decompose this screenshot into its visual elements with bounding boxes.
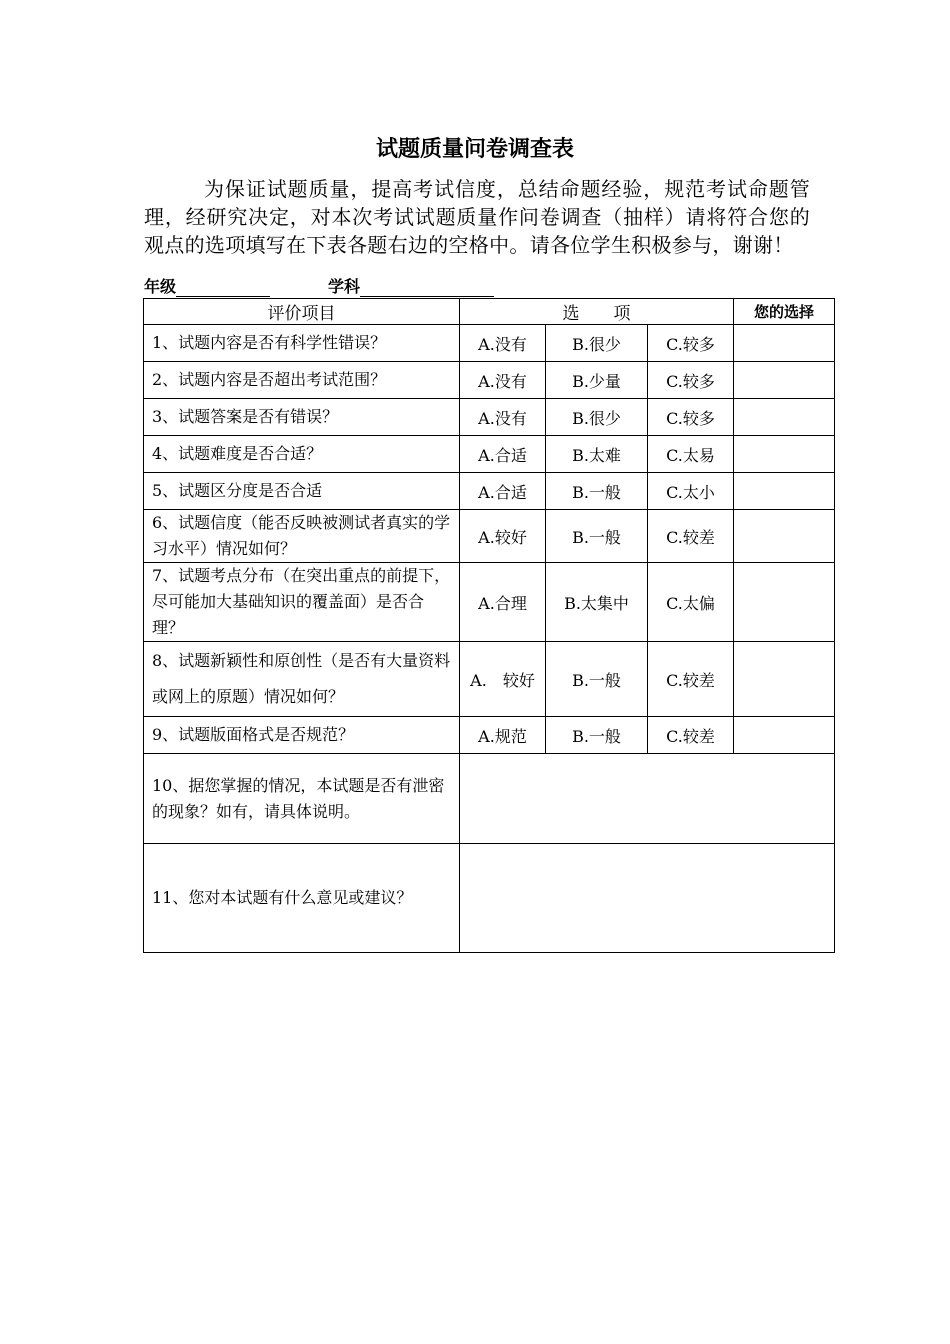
option-c: C.较多: [648, 362, 734, 399]
option-c: C.太小: [648, 473, 734, 510]
open-question-row: [144, 754, 835, 844]
option-b: B.太集中: [546, 563, 648, 642]
question-cell: 9、试题版面格式是否规范？: [144, 717, 460, 754]
option-b: B.一般: [546, 717, 648, 754]
option-c: C.较差: [648, 510, 734, 563]
option-a: A.合适: [460, 473, 546, 510]
table-header-row: [144, 299, 835, 325]
option-a: A. 较好: [460, 642, 546, 717]
table-row: [144, 717, 835, 754]
subject-label: 学科: [328, 277, 361, 296]
option-a: A.合理: [460, 563, 546, 642]
option-c: C.太偏: [648, 563, 734, 642]
page-title: 试题质量问卷调查表: [375, 137, 574, 162]
table-row: [144, 436, 835, 473]
option-c: C.较差: [648, 642, 734, 717]
option-c: C.较多: [648, 399, 734, 436]
choice-cell[interactable]: [734, 563, 835, 642]
choice-cell[interactable]: [734, 510, 835, 563]
open-question-row: [144, 844, 835, 953]
option-b: B.一般: [546, 473, 648, 510]
question-cell: 8、试题新颖性和原创性（是否有大量资料或网上的原题）情况如何？: [144, 642, 460, 717]
question-cell: 4、试题难度是否合适？: [144, 436, 460, 473]
open-answer-cell[interactable]: [460, 844, 835, 953]
option-a: A.规范: [460, 717, 546, 754]
choice-cell[interactable]: [734, 436, 835, 473]
option-b: B.很少: [546, 399, 648, 436]
option-a: A.没有: [460, 362, 546, 399]
choice-cell[interactable]: [734, 362, 835, 399]
option-c: C.太易: [648, 436, 734, 473]
table-row: [144, 362, 835, 399]
table-row: [144, 399, 835, 436]
option-b: B.一般: [546, 510, 648, 563]
question-cell: 7、试题考点分布（在突出重点的前提下，尽可能加大基础知识的覆盖面）是否合理？: [144, 563, 460, 642]
table-row: [144, 642, 835, 717]
header-options: 选 项: [460, 299, 734, 325]
option-a: A.没有: [460, 325, 546, 362]
choice-cell[interactable]: [734, 399, 835, 436]
choice-cell[interactable]: [734, 642, 835, 717]
subject-input-line[interactable]: [360, 278, 494, 297]
option-a: A.合适: [460, 436, 546, 473]
info-fields: [144, 274, 494, 297]
choice-cell[interactable]: [734, 717, 835, 754]
table-row: [144, 473, 835, 510]
option-a: A.较好: [460, 510, 546, 563]
choice-cell[interactable]: [734, 473, 835, 510]
open-question-cell: 11、您对本试题有什么意见或建议？: [144, 844, 460, 953]
survey-table: [143, 298, 835, 953]
option-b: B.很少: [546, 325, 648, 362]
table-row: [144, 563, 835, 642]
option-b: B.太难: [546, 436, 648, 473]
question-cell: 5、试题区分度是否合适: [144, 473, 460, 510]
intro-paragraph: 为保证试题质量，提高考试信度，总结命题经验，规范考试命题管理，经研究决定，对本次考试试题质量作问卷调查（抽样）请将符合您的观点的选项填写在下表各题右边的空格中。请各位学生积极参与，谢谢！: [144, 177, 810, 257]
option-a: A.没有: [460, 399, 546, 436]
question-cell: 3、试题答案是否有错误？: [144, 399, 460, 436]
grade-label: 年级: [144, 277, 177, 296]
option-c: C.较多: [648, 325, 734, 362]
choice-cell[interactable]: [734, 325, 835, 362]
option-c: C.较差: [648, 717, 734, 754]
option-b: B.一般: [546, 642, 648, 717]
grade-input-line[interactable]: [176, 278, 270, 297]
question-cell: 6、试题信度（能否反映被测试者真实的学习水平）情况如何？: [144, 510, 460, 563]
option-b: B.少量: [546, 362, 648, 399]
question-cell: 1、试题内容是否有科学性错误？: [144, 325, 460, 362]
question-cell: 2、试题内容是否超出考试范围？: [144, 362, 460, 399]
open-question-cell: 10、据您掌握的情况，本试题是否有泄密的现象？如有，请具体说明。: [144, 754, 460, 844]
table-row: [144, 510, 835, 563]
table-row: [144, 325, 835, 362]
open-answer-cell[interactable]: [460, 754, 835, 844]
header-choice: 您的选择: [734, 299, 835, 325]
header-item: 评价项目: [144, 299, 460, 325]
